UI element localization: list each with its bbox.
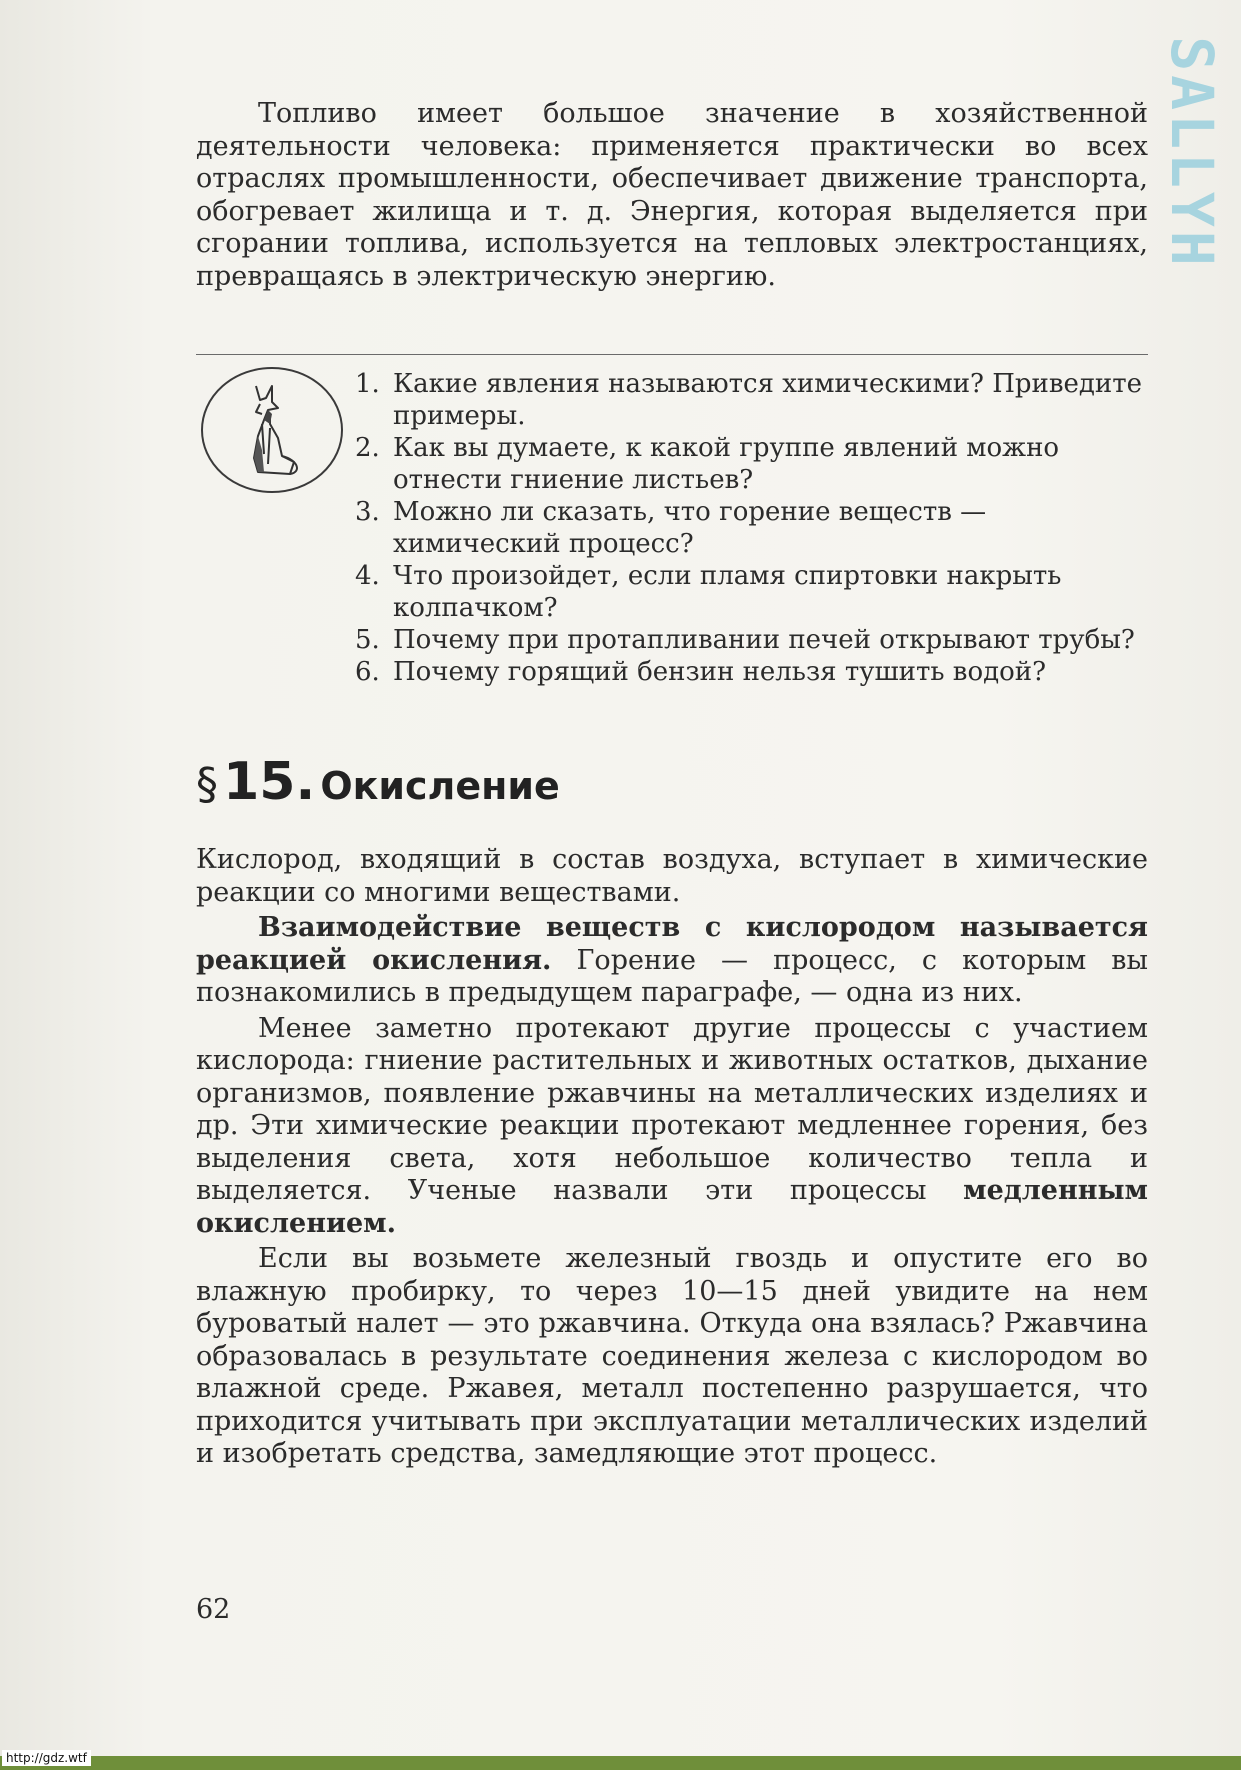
paragraph-3 [196, 1013, 1148, 1241]
source-url: http://gdz.wtf [2, 1750, 91, 1766]
section-title: Окисление [320, 764, 560, 808]
fox-emblem-icon [198, 364, 346, 496]
paragraph-3-start: Менее заметно протекают другие процессы с участием кислорода: гниение растительных и животных остатков, дыхание организмов, появление ржавчины на металлических изделиях и др. Эти химические реакции протекают медленнее горения, без выделения света, хотя небольшое количество тепла и выделяется. Ученые назвали эти процессы [196, 1012, 1148, 1206]
question-item: 6. Почему горящий бензин нельзя тушить водой? [355, 657, 1047, 687]
bottom-strip [0, 1756, 1241, 1770]
watermark [1157, 18, 1227, 288]
intro-paragraph: Топливо имеет большое значение в хозяйственной деятельности человека: применяется практически во всех отраслях промышленности, обеспечивает движение транспорта, обогревает жилища и т. д. Энергия, которая выделяется при сгорании топлива, используется на тепловых электростанциях, превращаясь в электрическую энергию. [196, 98, 1148, 292]
definition-bold: Взаимодействие веществ с кислородом называется реакцией окисления. [196, 912, 1148, 976]
term-bold: медленным окислением. [196, 1175, 1148, 1239]
page-number: 62 [196, 1594, 231, 1625]
section-symbol: § [196, 759, 218, 810]
section-heading [196, 752, 560, 812]
intro-block [196, 98, 1148, 293]
review-questions [355, 368, 1150, 688]
question-item: 5. Почему при протапливании печей открывают трубы? [355, 625, 1135, 655]
paragraph-2 [196, 912, 1148, 1010]
question-item: 1. Какие явления называются химическими? Приведите примеры. [355, 369, 1143, 431]
paragraph-4: Если вы возьмете железный гвоздь и опустите его во влажную пробирку, то через 10—15 дней увидите на нем буроватый налет — это ржавчина. Откуда она взялась? Ржавчина образовалась в результате соединения железа с кислородом во влажной среде. Ржавея, металл постепенно разрушается, что приходится учитывать при эксплуатации металлических изделий и изобретать средства, замедляющие этот процесс. [196, 1243, 1148, 1469]
paragraph-2-rest: Горение — процесс, с которым вы познакомились в предыдущем параграфе, — одна из них. [196, 944, 1148, 1008]
section-number: 15. [223, 752, 316, 812]
question-item: 4. Что произойдет, если пламя спиртовки накрыть колпачком? [355, 561, 1062, 623]
divider-rule [196, 354, 1148, 355]
question-item: 2. Как вы думаете, к какой группе явлений можно отнести гниение листьев? [355, 433, 1060, 495]
paragraph-1: Кислород, входящий в состав воздуха, вступает в химические реакции со многими веществами. [196, 844, 1148, 908]
question-item: 3. Можно ли сказать, что горение веществ — химический процесс? [355, 497, 987, 559]
section-body [196, 844, 1148, 1474]
watermark-text: SALLYH [1158, 36, 1227, 270]
